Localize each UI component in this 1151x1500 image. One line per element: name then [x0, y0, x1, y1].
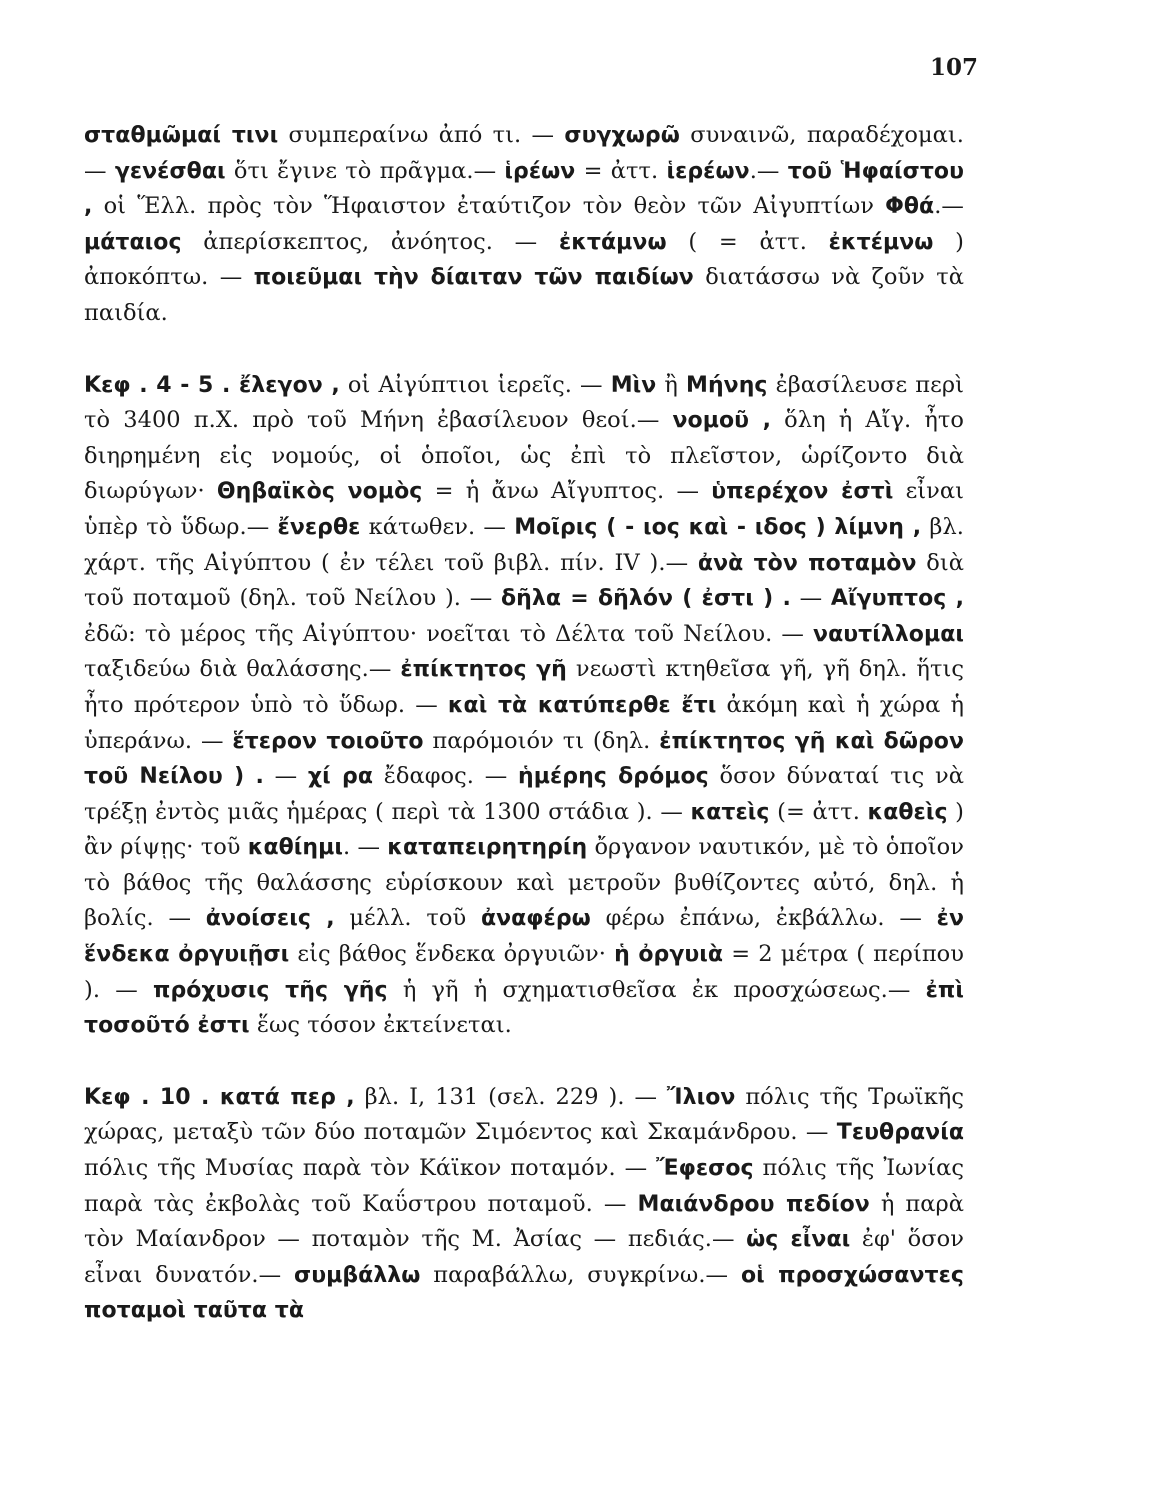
- gloss-text: νεωστὶ κτηθεῖσα γῆ, γῆ δηλ. ἥτις ἦτο πρότερον ὑπὸ τὸ ὕδωρ. —: [84, 656, 964, 718]
- lemma: νομοῦ ,: [672, 408, 772, 434]
- gloss-text: ὅσον δύναταί τις νὰ τρέξῃ ἐντὸς μιᾶς ἡμέρας ( περὶ τὰ 1300 στάδια ). —: [84, 763, 964, 825]
- lemma: οἱ προσχώσαντες ποταμοὶ ταῦτα τὰ: [84, 1262, 964, 1324]
- lemma: ἐν ἕνδεκα ὀργυιῇσι: [84, 906, 964, 968]
- gloss-text: διατάσσω νὰ ζοῦν τὰ παιδία.: [84, 264, 965, 326]
- lemma: συγχωρῶ: [564, 123, 680, 148]
- gloss-text: = ἀττ.: [575, 157, 667, 184]
- paragraph-3: [84, 1080, 964, 1329]
- gloss-text: ἐβασίλευσε περὶ τὸ 3400 π.Χ. πρὸ τοῦ Μήνη ἐβασίλευον θεοί.—: [84, 371, 964, 434]
- commentary-text: [84, 118, 964, 1329]
- gloss-text: παρόμοιόν τι (δηλ.: [423, 727, 660, 754]
- gloss-text: = ἡ ἄνω Αἴγυπτος. —: [422, 478, 712, 505]
- lemma: συμβάλλω: [294, 1262, 421, 1288]
- gloss-text: ἐφ' ὅσον εἶναι δυνατόν.—: [84, 1226, 964, 1288]
- gloss-text: ) ἀποκόπτω. —: [84, 228, 964, 291]
- gloss-text: οἱ Ἕλλ. πρὸς τὸν Ἥφαιστον ἐταύτιζον τὸν θεὸν τῶν Αἰγυπτίων: [92, 193, 886, 220]
- lemma: ἀνὰ τὸν ποταμὸν: [697, 550, 917, 576]
- lemma: ἔνερθε: [277, 514, 361, 540]
- lemma: καθίημι: [247, 835, 344, 861]
- paragraph-2: [84, 368, 964, 1044]
- lemma: πρόχυσις τῆς γῆς: [153, 977, 388, 1003]
- lemma: ἐκτέμνω: [828, 229, 934, 255]
- lemma: ἡ ὀργυιὰ: [614, 942, 724, 968]
- gloss-text: εἰς βάθος ἕνδεκα ὀργυιῶν·: [289, 941, 615, 968]
- gloss-text: εἶναι ὑπὲρ τὸ ὕδωρ.—: [84, 478, 965, 540]
- lemma: Μαιάνδρου πεδίον: [637, 1191, 870, 1217]
- gloss-text: συμπεραίνω ἀπό τι. —: [278, 122, 565, 148]
- gloss-text: ἡ γῆ ἡ σχηματισθεῖσα ἐκ προσχώσεως.—: [387, 976, 926, 1003]
- paragraph-1: [84, 118, 964, 332]
- gloss-text: ( = ἀττ.: [666, 228, 829, 255]
- gloss-text: συναινῶ, παραδέχομαι. —: [84, 122, 964, 184]
- lemma: καταπειρητηρίη: [387, 835, 588, 861]
- gloss-text: = 2 μέτρα ( περίπου ). —: [84, 941, 964, 1003]
- gloss-text: ἡ παρὰ τὸν Μαίανδρον — ποταμὸν τῆς Μ. Ἀσίας — πεδιάς.—: [84, 1190, 965, 1253]
- gloss-text: πόλις τῆς Μυσίας παρὰ τὸν Κάϊκον ποταμόν. —: [84, 1155, 657, 1182]
- gloss-text: ἐδῶ: τὸ μέρος τῆς Αἰγύπτου· νοεῖται τὸ Δέλτα τοῦ Νείλου. —: [84, 620, 814, 647]
- lemma: ἱερέων: [666, 158, 750, 184]
- lemma: ὑπερέχον ἐστὶ: [711, 479, 894, 505]
- gloss-text: ὄργανον ναυτικόν, μὲ τὸ ὁποῖον τὸ βάθος τῆς θαλάσσης εὑρίσκουν καὶ μετροῦν βυθίζοντες αὐτό, δηλ. ἡ βολίς. —: [84, 834, 964, 932]
- gloss-text: ) ἂν ρίψῃς· τοῦ: [84, 798, 965, 861]
- gloss-text: διὰ τοῦ ποταμοῦ (δηλ. τοῦ Νείλου ). —: [84, 549, 964, 612]
- lemma: γενέσθαι: [114, 158, 226, 184]
- gloss-text: ὅλη ἡ Αἴγ. ἦτο διηρημένη εἰς νομούς, οἱ ὁποῖοι, ὡς ἐπὶ τὸ πλεῖστον, ὡρίζοντο διὰ διωρύγων·: [84, 407, 964, 505]
- lemma: καθεὶς: [867, 799, 948, 825]
- gloss-text: —: [263, 763, 308, 790]
- gloss-text: μέλλ. τοῦ: [334, 905, 481, 932]
- lemma: Τευθρανία: [836, 1120, 964, 1146]
- page-number: 107: [930, 54, 979, 81]
- lemma: τοῦ Ἡφαίστου ,: [84, 158, 964, 220]
- gloss-text: οἱ Αἰγύπτιοι ἱερεῖς. —: [339, 371, 611, 398]
- gloss-text: ἀπερίσκεπτος, ἀνόητος. —: [181, 228, 559, 255]
- lemma: ἀναφέρω: [480, 906, 591, 932]
- lemma: ἀνοίσεις ,: [205, 906, 335, 932]
- gloss-text: ὅτι ἔγινε τὸ πρᾶγμα.—: [225, 157, 505, 184]
- lemma: χί ρα: [307, 764, 374, 790]
- gloss-text: —: [790, 585, 831, 612]
- lemma: μάταιος: [84, 229, 182, 255]
- gloss-text: παραβάλλω, συγκρίνω.—: [420, 1261, 741, 1288]
- lemma: Κεφ . 4 - 5 . ἔλεγον ,: [84, 372, 340, 398]
- lemma: Μοῖρις ( - ιος καὶ - ιδος ) λίμνη ,: [514, 514, 922, 540]
- lemma: ὡς εἶναι: [746, 1227, 851, 1253]
- lemma: καὶ τὰ κατύπερθε ἔτι: [447, 692, 717, 718]
- gloss-text: κάτωθεν. —: [360, 513, 515, 540]
- gloss-text: ἕως τόσον ἐκτείνεται.: [249, 1012, 512, 1039]
- lemma: κατεὶς: [690, 799, 770, 825]
- lemma: ναυτίλλομαι: [813, 621, 964, 647]
- gloss-text: ταξιδεύω διὰ θαλάσσης.—: [84, 656, 401, 683]
- gloss-text: φέρω ἐπάνω, ἐκβάλλω. —: [590, 905, 937, 932]
- gloss-text: πόλις τῆς Ἰωνίας παρὰ τὰς ἐκβολὰς τοῦ Καΰστρου ποταμοῦ. —: [84, 1155, 964, 1217]
- lemma: ἡμέρης δρόμος: [518, 764, 709, 790]
- gloss-text: . —: [343, 834, 388, 861]
- lemma: σταθμῶμαί τινι: [84, 123, 279, 148]
- lemma: ἱρέων: [504, 158, 576, 184]
- lemma: Φθά: [885, 194, 935, 220]
- gloss-text: .—: [749, 157, 788, 184]
- lemma: Ἔφεσος: [656, 1156, 754, 1182]
- lemma: Κεφ . 10 . κατά περ ,: [84, 1084, 355, 1110]
- lemma: ἕτερον τοιοῦτο: [232, 728, 424, 754]
- gloss-text: .—: [934, 193, 964, 220]
- lemma: ἐκτάμνω: [558, 229, 667, 255]
- lemma: δῆλα = δῆλόν ( ἐστι ) .: [501, 586, 791, 612]
- lemma: Θηβαϊκὸς νομὸς: [216, 479, 423, 505]
- lemma: Ἴλιον: [666, 1084, 736, 1110]
- lemma: Αἴγυπτος ,: [830, 586, 964, 612]
- lemma: Μὶν: [610, 372, 657, 398]
- gloss-text: βλ. I, 131 (σελ. 229 ). —: [354, 1083, 667, 1110]
- lemma: ἐπὶ τοσοῦτό ἐστι: [84, 977, 965, 1039]
- lemma: ἐπίκτητος γῆ καὶ δῶρον τοῦ Νείλου ) .: [84, 728, 965, 790]
- lemma: Μήνης: [686, 372, 768, 398]
- gloss-text: ἀκόμη καὶ ἡ χώρα ἡ ὑπεράνω. —: [84, 691, 964, 754]
- gloss-text: ἔδαφος. —: [373, 763, 519, 790]
- gloss-text: (= ἀττ.: [769, 798, 868, 825]
- lemma: ποιεῦμαι τὴν δίαιταν τῶν παιδίων: [253, 265, 694, 291]
- gloss-text: βλ. χάρτ. τῆς Αἰγύπτου ( ἐν τέλει τοῦ βιβλ. πίν. IV ).—: [84, 513, 965, 576]
- gloss-text: ἢ: [656, 371, 687, 398]
- gloss-text: πόλις τῆς Τρωϊκῆς χώρας, μεταξὺ τῶν δύο ποταμῶν Σιμόεντος καὶ Σκαμάνδρου. —: [84, 1083, 964, 1146]
- lemma: ἐπίκτητος γῆ: [400, 657, 567, 683]
